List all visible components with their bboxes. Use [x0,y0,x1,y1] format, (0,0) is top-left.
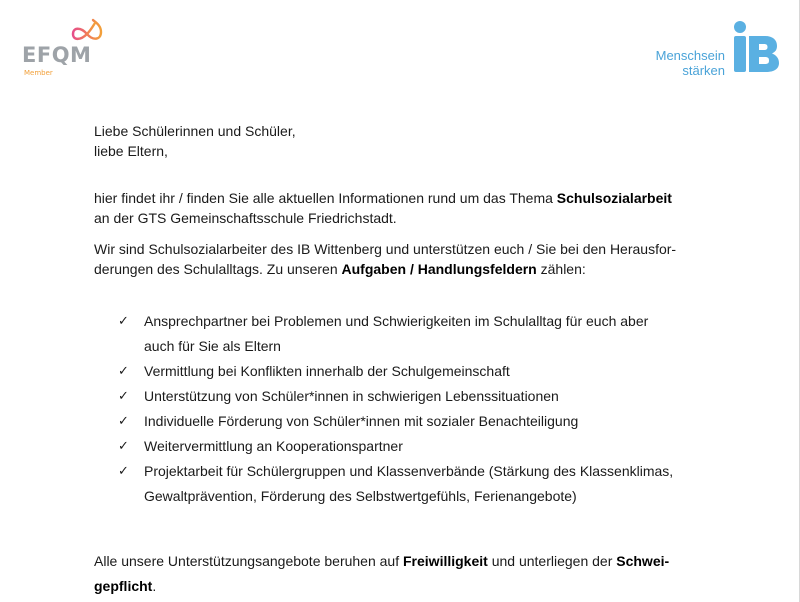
list-item-text: Unterstützung von Schüler*innen in schwierigen Lebenssituationen [144,388,559,404]
list-item-text-line2: Gewaltprävention, Förderung des Selbstwertgefühls, Ferienangebote) [144,488,577,504]
list-item [118,409,738,434]
check-icon: ✓ [118,364,129,379]
task-list [118,309,738,509]
check-icon: ✓ [118,464,129,479]
check-icon: ✓ [118,389,129,404]
closing-keyword-voluntary: Freiwilligkeit [403,553,488,569]
tasks-intro-line2: derungen des Schulalltags. Zu unseren [94,261,342,277]
closing-keyword-confidentiality-part1: Schwei- [616,553,670,569]
closing-text-mid: und unterliegen der [487,553,617,569]
efqm-wordmark: EFQM [22,43,92,67]
list-item [118,459,738,509]
check-icon: ✓ [118,414,129,429]
greeting-line1: Liebe Schülerinnen und Schüler, [94,123,296,139]
closing-period: . [152,578,157,594]
list-item-text: Ansprechpartner bei Problemen und Schwierigkeiten im Schulalltag für euch aber [144,313,649,329]
intro-keyword: Schulsozialarbeit [556,190,672,206]
check-icon: ✓ [118,314,129,329]
ib-mark-icon [731,20,781,74]
list-item-text: Weitervermittlung an Kooperationspartner [144,438,403,454]
list-item [118,359,738,384]
efqm-infinity-icon [67,18,107,44]
greeting [94,121,296,161]
ib-claim-line2: stärken [682,63,725,78]
list-item-text: Projektarbeit für Schülergruppen und Klassenverbände (Stärkung des Klassenklimas, [144,463,674,479]
list-item [118,434,738,459]
efqm-member-label: Member [24,69,53,77]
check-icon: ✓ [118,439,129,454]
closing-keyword-confidentiality-part2: gepflicht [94,578,153,594]
list-item-text: Vermittlung bei Konflikten innerhalb der Schulgemeinschaft [144,363,510,379]
efqm-logo [22,18,112,78]
list-item-text-line2: auch für Sie als Eltern [144,338,281,354]
list-item [118,384,738,409]
intro-text: hier findet ihr / finden Sie alle aktuellen Informationen rund um das Thema [94,190,557,206]
intro-paragraph [94,188,734,228]
tasks-keyword: Aufgaben / Handlungsfeldern [341,261,537,277]
ib-logo [651,20,781,78]
ib-claim-line1: Menschsein [655,48,725,63]
tasks-intro-line1: Wir sind Schulsozialarbeiter des IB Wittenberg und unterstützen euch / Sie bei den Herausfor- [94,241,677,257]
list-item-text: Individuelle Förderung von Schüler*innen mit sozialer Benachteiligung [144,413,579,429]
greeting-line2: liebe Eltern, [94,143,168,159]
closing-paragraph [94,549,734,599]
closing-text: Alle unsere Unterstützungsangebote beruhen auf [94,553,403,569]
tasks-intro-paragraph [94,239,734,279]
tasks-intro-end: zählen: [536,261,586,277]
list-item [118,309,738,359]
intro-text-line2: an der GTS Gemeinschaftsschule Friedrichstadt. [94,210,397,226]
